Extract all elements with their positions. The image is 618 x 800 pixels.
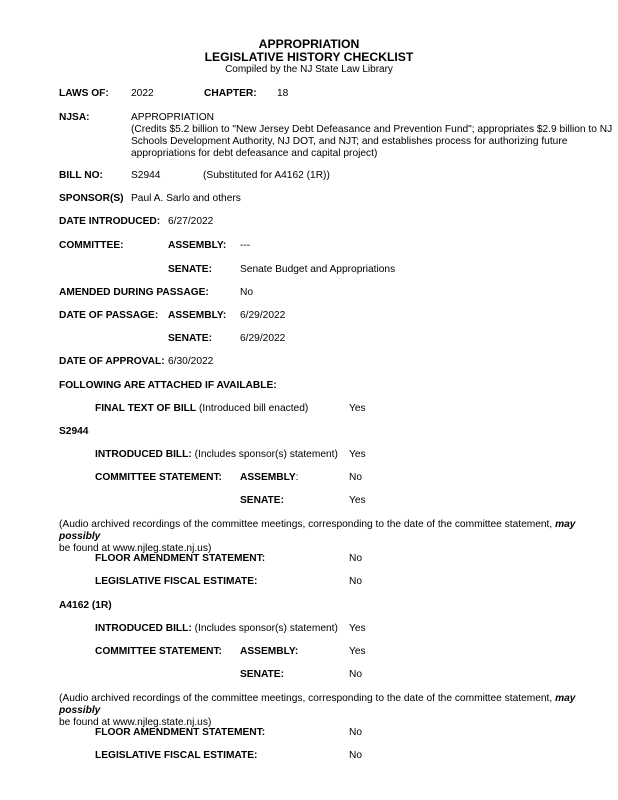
final-text-note: (Introduced bill enacted) — [198, 403, 309, 414]
attached-heading: FOLLOWING ARE ATTACHED IF AVAILABLE: — [59, 380, 277, 391]
amended-label: AMENDED DURING PASSAGE: — [59, 287, 209, 298]
compiled-by: Compiled by the NJ State Law Library — [225, 64, 393, 75]
a4162-committee-label: COMMITTEE STATEMENT: — [95, 646, 222, 657]
laws-of-value: 2022 — [131, 88, 154, 99]
njsa-title: APPROPRIATION — [131, 112, 215, 123]
bill-no-value: S2944 — [131, 170, 161, 181]
s2944-assembly-value: No — [349, 472, 363, 483]
sponsors-label: SPONSOR(S) — [59, 193, 124, 204]
s2944-audio-note — [59, 519, 604, 555]
date-introduced-value: 6/27/2022 — [168, 216, 214, 227]
s2944-assembly-colon: : — [295, 472, 299, 483]
s2944-introduced-row — [95, 449, 338, 461]
a4162-floor-value: No — [349, 727, 363, 738]
committee-senate-label: SENATE: — [168, 264, 212, 275]
passage-assembly-value: 6/29/2022 — [240, 310, 286, 321]
s2944-floor-label: FLOOR AMENDMENT STATEMENT: — [95, 553, 266, 564]
chapter-value: 18 — [277, 88, 289, 99]
committee-assembly-label: ASSEMBLY: — [168, 240, 227, 251]
s2944-fiscal-label: LEGISLATIVE FISCAL ESTIMATE: — [95, 576, 258, 587]
a4162-introduced-row — [95, 623, 338, 635]
s2944-fiscal-value: No — [349, 576, 363, 587]
amended-value: No — [240, 287, 254, 298]
a4162-senate-label: SENATE: — [240, 669, 284, 680]
s2944-floor-value: No — [349, 553, 363, 564]
s2944-senate-label: SENATE: — [240, 495, 284, 506]
date-of-approval-label: DATE OF APPROVAL: — [59, 356, 165, 367]
s2944-senate-value: Yes — [349, 495, 366, 506]
date-of-passage-label: DATE OF PASSAGE: — [59, 310, 159, 321]
s2944-audio-pre: (Audio archived recordings of the committee meetings, corresponding to the date of the committee statement, — [59, 519, 556, 530]
a4162-introduced-label: INTRODUCED BILL: — [95, 623, 192, 634]
njsa-description-line: Schools Development Authority, NJ DOT, and NJT; and establishes process for authorizing future — [131, 136, 568, 147]
a4162-introduced-note: (Includes sponsor(s) statement) — [194, 623, 338, 634]
a4162-heading: A4162 (1R) — [59, 600, 112, 611]
passage-assembly-label: ASSEMBLY: — [168, 310, 227, 321]
s2944-introduced-note: (Includes sponsor(s) statement) — [194, 449, 338, 460]
document-subtitle-heading: LEGISLATIVE HISTORY CHECKLIST — [204, 50, 414, 64]
passage-senate-value: 6/29/2022 — [240, 333, 286, 344]
a4162-fiscal-value: No — [349, 750, 363, 761]
sponsors-value: Paul A. Sarlo and others — [131, 193, 241, 204]
a4162-assembly-value: Yes — [349, 646, 366, 657]
chapter-label: CHAPTER: — [204, 88, 257, 99]
s2944-introduced-value: Yes — [349, 449, 366, 460]
njsa-description-line: (Credits $5.2 billion to "New Jersey Debt Defeasance and Prevention Fund"; appropriates $2.9 billion to NJ — [131, 124, 613, 135]
njsa-label: NJSA: — [59, 112, 90, 123]
s2944-heading: S2944 — [59, 426, 89, 437]
njsa-description-line: appropriations for debt defeasance and capital project) — [131, 148, 378, 159]
passage-senate-label: SENATE: — [168, 333, 212, 344]
a4162-fiscal-label: LEGISLATIVE FISCAL ESTIMATE: — [95, 750, 258, 761]
a4162-floor-label: FLOOR AMENDMENT STATEMENT: — [95, 727, 266, 738]
s2944-introduced-label: INTRODUCED BILL: — [95, 449, 192, 460]
s2944-committee-label: COMMITTEE STATEMENT: — [95, 472, 222, 483]
s2944-assembly-row — [240, 472, 299, 484]
substituted-note: (Substituted for A4162 (1R)) — [203, 170, 330, 181]
a4162-audio-pre: (Audio archived recordings of the committee meetings, corresponding to the date of the committee statement, — [59, 693, 556, 704]
committee-assembly-value: --- — [240, 240, 251, 251]
a4162-audio-emphasis: may possibly — [59, 693, 576, 716]
a4162-senate-value: No — [349, 669, 363, 680]
s2944-assembly-label: ASSEMBLY — [240, 472, 296, 483]
date-of-approval-value: 6/30/2022 — [168, 356, 214, 367]
final-text-row — [95, 403, 308, 415]
a4162-audio-note — [59, 693, 604, 729]
laws-of-label: LAWS OF: — [59, 88, 109, 99]
final-text-value: Yes — [349, 403, 366, 414]
committee-label: COMMITTEE: — [59, 240, 124, 251]
committee-senate-value: Senate Budget and Appropriations — [240, 264, 396, 275]
a4162-introduced-value: Yes — [349, 623, 366, 634]
s2944-audio-emphasis: may possibly — [59, 519, 576, 542]
a4162-assembly-label: ASSEMBLY: — [240, 646, 299, 657]
a4162-audio-post: be found at www.njleg.state.nj.us) — [59, 717, 212, 728]
document-title: APPROPRIATION — [258, 37, 360, 51]
s2944-audio-post: be found at www.njleg.state.nj.us) — [59, 543, 212, 554]
bill-no-label: BILL NO: — [59, 170, 103, 181]
date-introduced-label: DATE INTRODUCED: — [59, 216, 161, 227]
final-text-label: FINAL TEXT OF BILL — [95, 403, 197, 414]
